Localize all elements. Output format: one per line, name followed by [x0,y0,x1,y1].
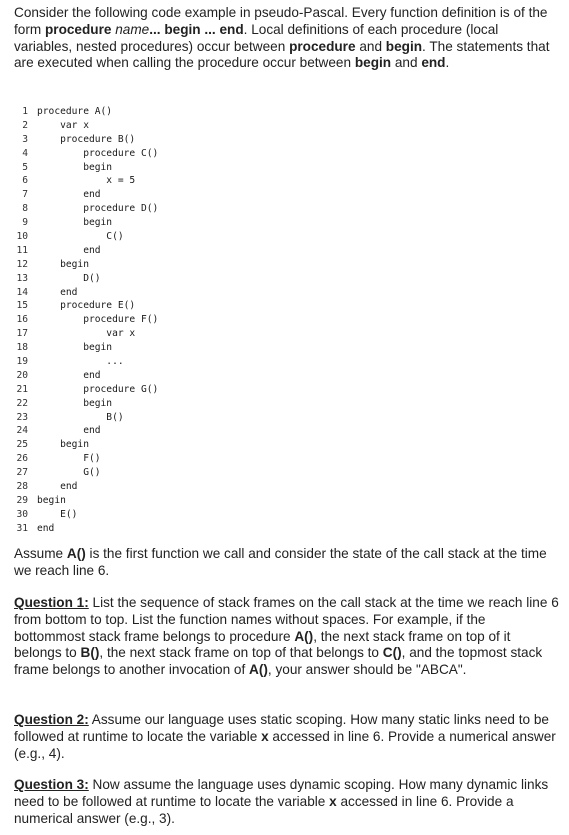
code-line [10,105,310,119]
line-number: 27 [16,467,28,479]
line-number: 5 [22,161,28,173]
code-line [10,369,310,383]
code-text: procedure G() [37,383,159,395]
function-name: A() [249,662,268,678]
intro-text: . The statements that are executed when calling the procedure occur between [14,38,550,71]
code-line [10,202,310,216]
code-text: var x [37,328,136,340]
line-number: 9 [22,217,28,229]
code-text: procedure E() [37,300,136,312]
intro-text: and [391,55,422,71]
assume-text: Assume [14,546,67,561]
question-text: , the next stack frame on top of that belongs to [99,645,383,661]
code-text: D() [37,272,101,284]
keyword-begin: begin [354,55,392,71]
intro-text: . Local definitions of each procedure (local variables, nested procedures) occur between [14,21,499,54]
keyword-begin: begin [385,38,423,54]
code-text: begin [37,439,89,451]
line-number: 23 [16,411,28,423]
code-text: procedure B() [37,133,136,145]
line-number: 28 [16,481,28,493]
question-text: accessed in line 6. Provide a numerical answer (e.g., 4). [14,728,556,761]
code-line [10,272,310,286]
code-line [10,188,310,202]
function-name: B() [80,645,100,661]
intro-text: . [445,55,450,71]
line-number: 3 [22,133,28,145]
question-text: , your answer should be "ABCA". [267,662,467,678]
keyword-end: end [421,55,446,71]
code-line [10,230,310,244]
assume-text: is the first function we call and consider the state of the call stack at the time we reach line 6. [14,546,547,578]
code-text: var x [37,119,89,131]
line-number: 17 [16,328,28,340]
code-line [10,508,310,522]
question-text: accessed in line 6. Provide a numerical answer (e.g., 3). [14,793,514,826]
variable-name: x [329,793,337,809]
code-text: end [37,522,55,534]
line-number: 29 [16,494,28,506]
code-line [10,522,310,536]
line-number: 2 [22,119,28,131]
code-line [10,341,310,355]
line-number: 22 [16,397,28,409]
code-line [10,452,310,466]
code-text: E() [37,508,78,520]
code-text: end [37,369,101,381]
code-line [10,411,310,425]
line-number: 12 [16,258,28,270]
line-number: 11 [16,244,28,256]
intro-text: Consider the following code example in pseudo-Pascal. Every function definition is of the form [14,5,548,37]
line-number: 7 [22,189,28,201]
code-line [10,244,310,258]
question-text: , the next stack frame on top of it belongs to [14,628,511,661]
line-number: 13 [16,272,28,284]
line-number: 8 [22,203,28,215]
line-number: 21 [16,383,28,395]
line-number: 31 [16,522,28,534]
question-1-label: Question 1: [14,595,89,610]
line-number: 1 [22,106,28,117]
code-line [10,216,310,230]
code-line [10,161,310,175]
line-number: 6 [22,175,28,187]
question-text: List the sequence of stack frames on the call stack at the time we reach line 6 from bottom to top. List the function names without spaces. For example, if the bottommost stack frame belongs to procedure [14,595,559,644]
code-text: begin [37,161,113,173]
keyword-begin-end: ... begin ... end [149,21,244,37]
code-text: B() [37,411,124,423]
code-text: end [37,189,101,201]
line-number: 10 [16,231,28,243]
code-text: end [37,286,78,298]
code-listing [10,105,310,536]
intro-paragraph [14,5,559,72]
function-name: C() [382,645,402,661]
code-text: ... [37,356,124,368]
assumption-paragraph [14,546,559,580]
line-number: 16 [16,314,28,326]
question-2-label: Question 2: [14,712,89,727]
code-line [10,313,310,327]
line-number: 14 [16,286,28,298]
code-text: end [37,244,101,256]
code-text: C() [37,231,124,243]
code-line [10,397,310,411]
code-text: procedure A() [37,106,113,117]
code-text: begin [37,342,113,354]
code-line [10,286,310,300]
line-number: 4 [22,147,28,159]
question-3-label: Question 3: [14,777,89,792]
line-number: 26 [16,453,28,465]
intro-text: and [355,38,386,54]
code-line [10,480,310,494]
code-text: G() [37,467,101,479]
code-line [10,424,310,438]
code-text: end [37,425,101,437]
keyword-procedure: procedure [289,38,356,54]
code-text: begin [37,217,113,229]
code-line [10,174,310,188]
code-line [10,119,310,133]
line-number: 30 [16,508,28,520]
function-name: A() [294,628,314,644]
code-text: begin [37,258,89,270]
line-number: 15 [16,300,28,312]
code-line [10,133,310,147]
code-line [10,327,310,341]
keyword-procedure: procedure [44,21,112,37]
code-text: begin [37,494,66,506]
code-text: procedure D() [37,203,159,215]
variable-name: x [261,728,269,744]
function-name: A() [66,546,86,561]
code-line [10,494,310,508]
line-number: 25 [16,439,28,451]
code-line [10,383,310,397]
line-number: 24 [16,425,28,437]
question-text: Assume our language uses static scoping. How many static links need to be followed at runtime to locate the variable [14,712,549,744]
code-text: F() [37,453,101,465]
code-text: begin [37,397,113,409]
question-text: , and the topmost stack frame belongs to another invocation of [14,645,543,678]
line-number: 18 [16,342,28,354]
code-line [10,258,310,272]
question-1 [14,595,559,679]
code-line [10,355,310,369]
keyword-name: name [115,21,150,37]
line-number: 19 [16,356,28,368]
code-text: procedure F() [37,314,159,326]
code-text: procedure C() [37,147,159,159]
code-text: x = 5 [37,175,136,187]
code-line [10,466,310,480]
question-2 [14,712,559,762]
question-3 [14,777,559,827]
line-number: 20 [16,369,28,381]
code-line [10,299,310,313]
code-line [10,438,310,452]
question-text: Now assume the language uses dynamic scoping. How many dynamic links need to be followed at runtime to locate the variable [14,777,549,809]
code-line [10,147,310,161]
code-text: end [37,481,78,493]
